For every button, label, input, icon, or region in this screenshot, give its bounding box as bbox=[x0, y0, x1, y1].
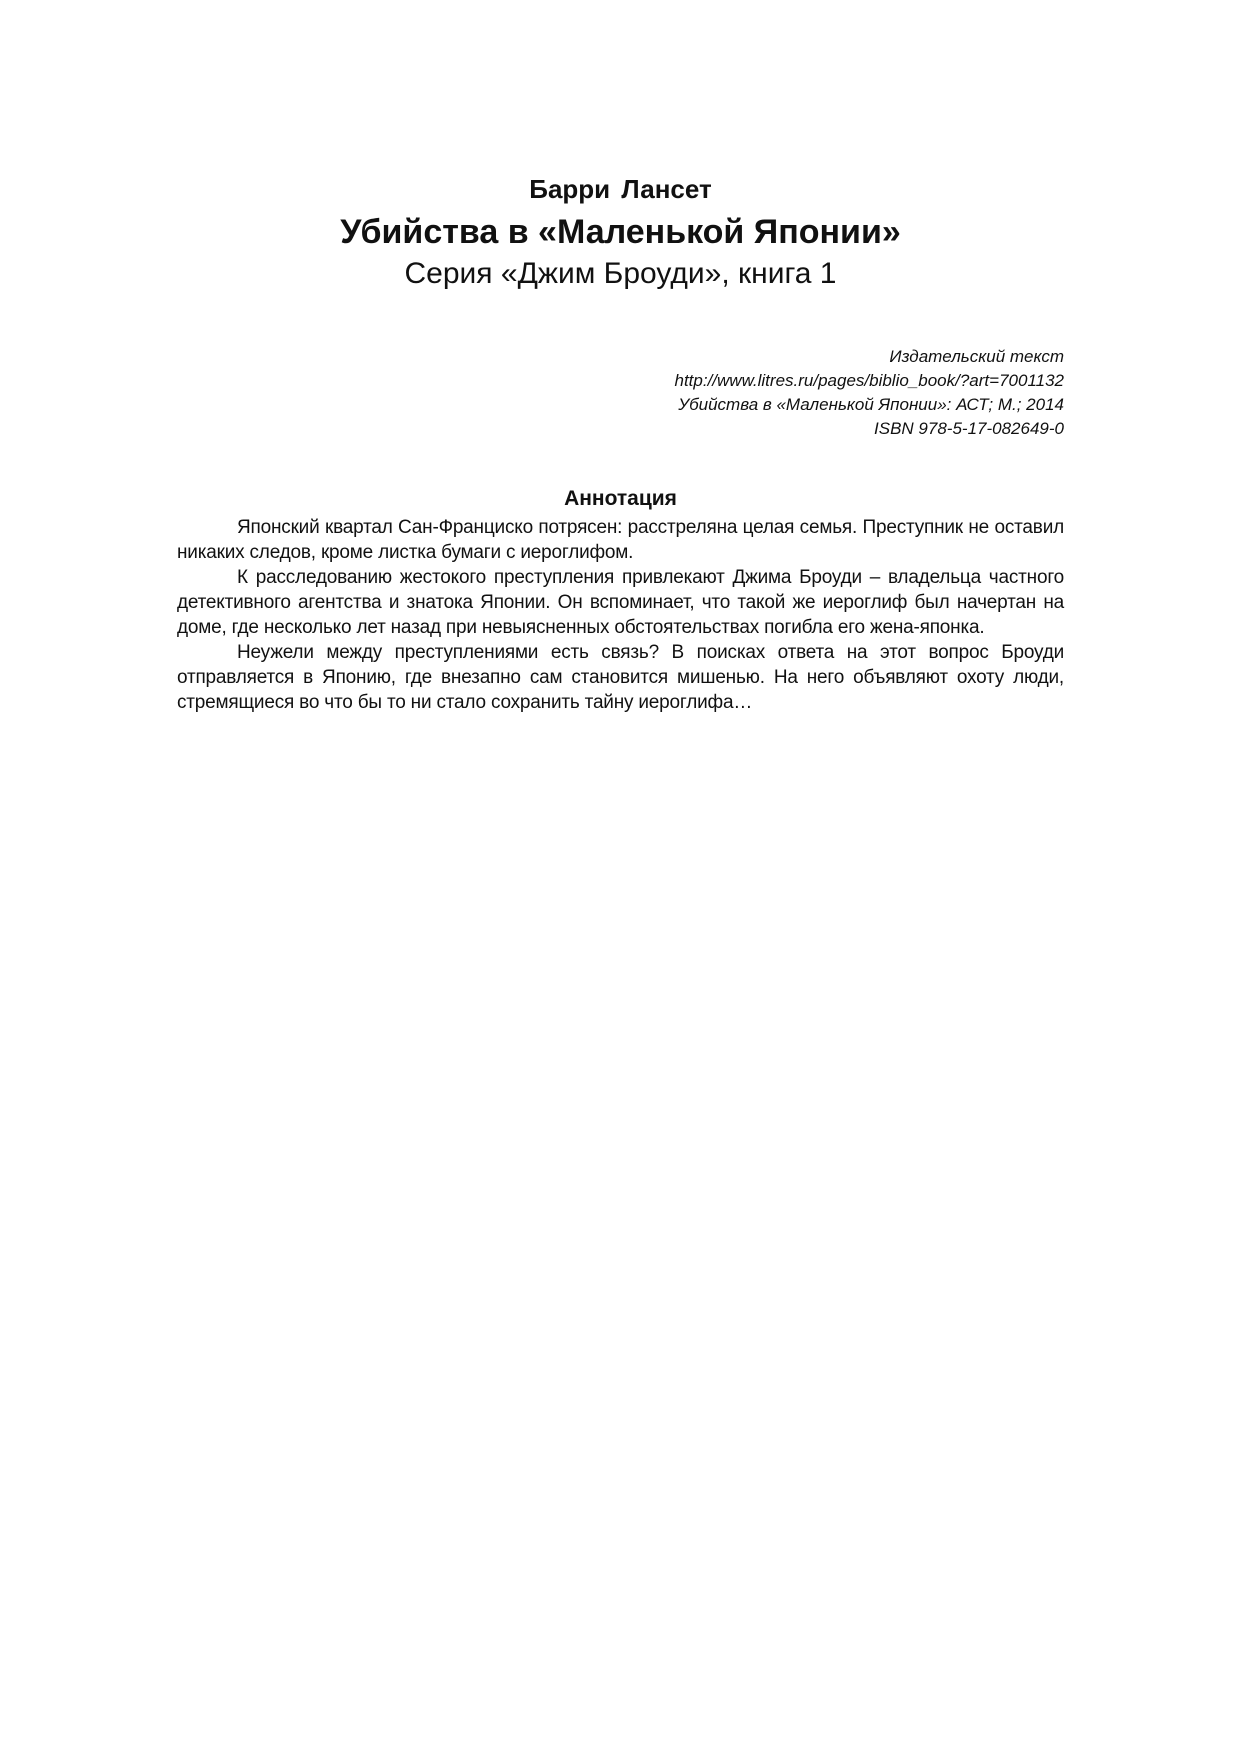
annotation-paragraph: Японский квартал Сан-Франциско потрясен: расстреляна целая семья. Преступник не оставил никаких следов, кроме листка бумаги с иероглифом. bbox=[177, 517, 1064, 563]
publisher-label: Издательский текст bbox=[889, 347, 1064, 366]
annotation-heading: Аннотация bbox=[564, 487, 677, 510]
annotation-paragraph: К расследованию жестокого преступления привлекают Джима Броуди – владельца частного детективного агентства и знатока Японии. Он вспоминает, что такой же иероглиф был начертан на доме, где несколько лет назад при невыясненных обстоятельствах погибла его жена-японка. bbox=[177, 567, 1064, 638]
book-author: Барри Лансет bbox=[529, 174, 712, 204]
isbn: ISBN 978-5-17-082649-0 bbox=[874, 419, 1064, 438]
source-url: http://www.litres.ru/pages/biblio_book/?art=7001132 bbox=[674, 371, 1064, 390]
book-title: Убийства в «Маленькой Японии» bbox=[340, 213, 901, 251]
annotation-text bbox=[177, 515, 1064, 715]
publisher-info bbox=[674, 345, 1064, 441]
annotation-paragraph: Неужели между преступлениями есть связь? В поисках ответа на этот вопрос Броуди отправляется в Японию, где внезапно сам становится мишенью. На него объявляют охоту люди, стремящиеся во что бы то ни стало сохранить тайну иероглифа… bbox=[177, 642, 1064, 713]
book-series: Серия «Джим Броуди», книга 1 bbox=[404, 257, 837, 290]
edition-info: Убийства в «Маленькой Японии»: АСТ; М.; 2014 bbox=[678, 395, 1064, 414]
